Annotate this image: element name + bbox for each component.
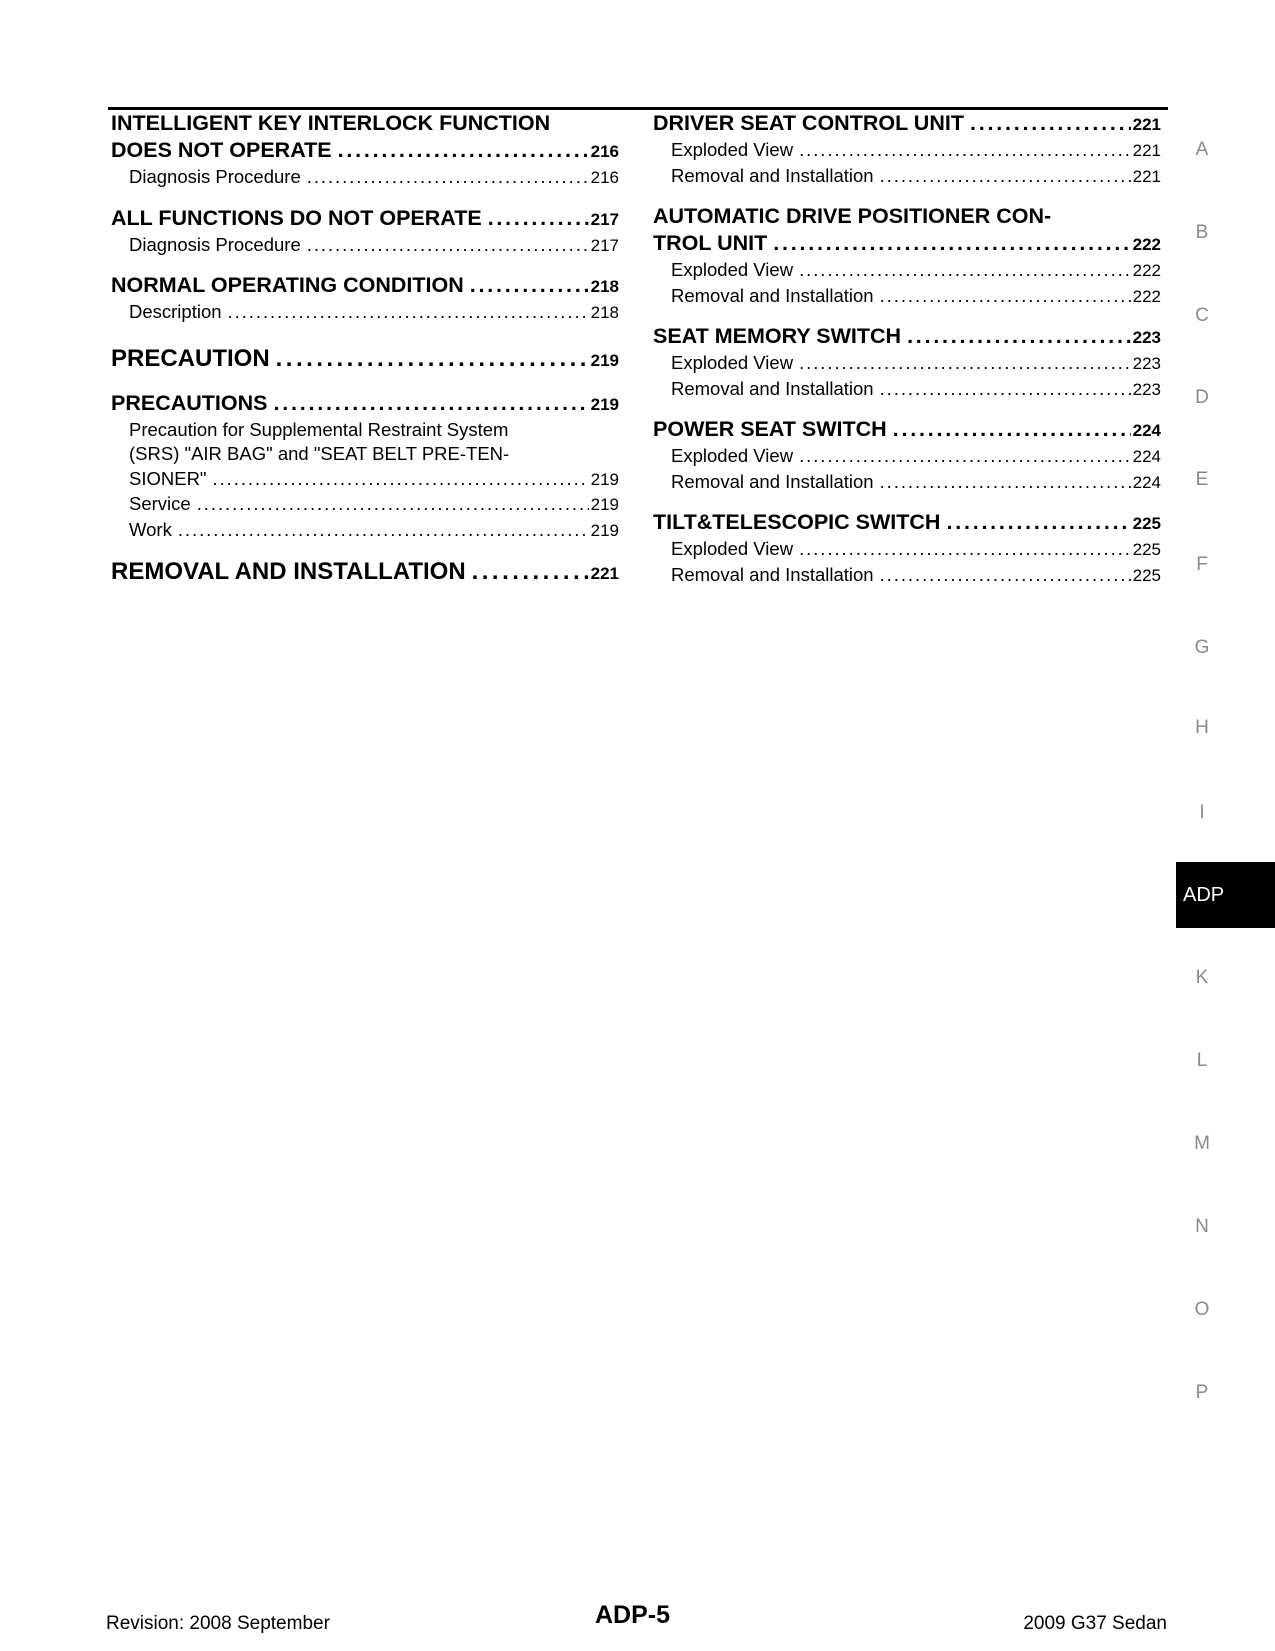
toc-heading-title: PRECAUTIONS <box>111 390 268 415</box>
dot-leader <box>880 563 1131 588</box>
toc-subentry-title: Diagnosis Procedure <box>129 166 301 187</box>
toc-subentry[interactable] <box>111 492 619 518</box>
toc-subentry-title: Work <box>129 518 172 540</box>
toc-subentry[interactable] <box>111 467 619 493</box>
toc-heading-title: PRECAUTION <box>111 344 270 372</box>
toc-page-number: 223 <box>1132 379 1161 399</box>
toc-subentry-line: Precaution for Supplemental Restraint System <box>129 418 509 440</box>
toc-page-number: 217 <box>590 235 619 255</box>
dot-leader <box>472 557 589 587</box>
toc-section <box>653 416 1161 495</box>
toc-subentry-title: Exploded View <box>671 139 794 160</box>
dot-leader <box>893 416 1131 443</box>
toc-heading[interactable] <box>653 323 1161 351</box>
toc-page-number: 219 <box>590 520 619 540</box>
dot-leader <box>488 205 589 232</box>
toc-subentry-title: Removal and Installation <box>671 377 874 399</box>
section-tab-n[interactable]: N <box>1195 1216 1209 1237</box>
dot-leader <box>799 537 1131 562</box>
dot-leader <box>197 492 589 517</box>
toc-subentry[interactable] <box>653 351 1161 377</box>
toc-heading-title: ALL FUNCTIONS DO NOT OPERATE <box>111 205 482 230</box>
toc-subentry-title: SIONER" <box>129 467 207 489</box>
toc-right-column <box>653 110 1161 588</box>
footer-revision: Revision: 2008 September <box>106 1613 330 1634</box>
toc-page-number: 222 <box>1132 235 1161 254</box>
toc-heading[interactable] <box>653 509 1161 537</box>
toc-page-number: 221 <box>1132 115 1161 134</box>
toc-heading-line: AUTOMATIC DRIVE POSITIONER CON- <box>653 204 1052 228</box>
dot-leader <box>880 284 1131 309</box>
toc-page-number: 225 <box>1132 514 1161 533</box>
toc-page-number: 224 <box>1132 421 1161 440</box>
toc-subentry[interactable] <box>653 444 1161 470</box>
dot-leader <box>276 344 589 374</box>
toc-subentry[interactable] <box>111 300 619 326</box>
toc-section <box>111 205 619 259</box>
toc-page-number: 221 <box>1132 141 1161 160</box>
dot-leader <box>880 164 1131 189</box>
section-tab-p[interactable]: P <box>1195 1382 1209 1403</box>
toc-page-number: 224 <box>1132 447 1161 466</box>
toc-subentry[interactable] <box>653 563 1161 589</box>
toc-subentry-title: Service <box>129 493 191 514</box>
toc-heading-title: REMOVAL AND INSTALLATION <box>111 558 466 585</box>
toc-heading[interactable] <box>653 416 1161 444</box>
dot-leader <box>799 351 1131 376</box>
toc-subentry[interactable] <box>653 470 1161 496</box>
toc-page-number: 219 <box>590 495 619 514</box>
section-tab-b[interactable]: B <box>1195 222 1209 243</box>
toc-section <box>111 272 619 326</box>
dot-leader <box>307 233 589 258</box>
section-tab-c[interactable]: C <box>1195 305 1209 326</box>
toc-subentry-title: Diagnosis Procedure <box>129 233 301 255</box>
toc-heading[interactable] <box>111 272 619 300</box>
toc-heading-title: DRIVER SEAT CONTROL UNIT <box>653 111 964 135</box>
toc-page-number: 224 <box>1132 472 1161 492</box>
toc-section <box>111 557 619 589</box>
toc-subentry-title: Exploded View <box>671 445 794 466</box>
dot-leader <box>213 467 589 492</box>
toc-heading-title: NORMAL OPERATING CONDITION <box>111 273 464 297</box>
section-tab-i[interactable]: I <box>1199 802 1205 823</box>
toc-heading-title: SEAT MEMORY SWITCH <box>653 324 902 348</box>
toc-section <box>111 110 619 191</box>
toc-page-number: 216 <box>590 168 619 187</box>
section-tab-e[interactable]: E <box>1195 469 1209 490</box>
toc-heading[interactable] <box>653 230 1161 258</box>
toc-heading[interactable] <box>653 110 1161 138</box>
toc-page-number: 217 <box>590 209 619 229</box>
toc-subentry[interactable] <box>653 377 1161 403</box>
toc-heading-title: TILT&TELESCOPIC SWITCH <box>653 510 941 534</box>
toc-subentry-title: Description <box>129 301 222 322</box>
toc-subentry[interactable] <box>653 164 1161 190</box>
dot-leader <box>946 509 1130 536</box>
toc-section <box>653 323 1161 402</box>
toc-heading[interactable] <box>111 205 619 233</box>
toc-page-number: 222 <box>1132 286 1161 306</box>
dot-leader <box>773 230 1130 257</box>
section-tab-d[interactable]: D <box>1195 387 1209 408</box>
section-tab-o[interactable]: O <box>1194 1299 1210 1320</box>
toc-section <box>653 203 1161 309</box>
toc-page-number: 225 <box>1132 540 1161 559</box>
toc-page-number: 221 <box>590 564 619 583</box>
toc-subentry-title: Exploded View <box>671 259 794 280</box>
toc-page-number: 223 <box>1132 354 1161 373</box>
toc-heading[interactable] <box>111 390 619 418</box>
section-tab-a[interactable]: A <box>1195 139 1209 160</box>
section-tab-adp-active[interactable]: ADP <box>1176 862 1275 928</box>
dot-leader <box>970 110 1131 137</box>
toc-subentry-title: Removal and Installation <box>671 563 874 585</box>
toc-subentry[interactable] <box>653 258 1161 284</box>
toc-subentry-title: Exploded View <box>671 352 794 373</box>
toc-page-number: 219 <box>590 350 619 370</box>
toc-section <box>653 509 1161 588</box>
toc-heading[interactable] <box>111 557 619 589</box>
toc-subentry-title: Removal and Installation <box>671 470 874 492</box>
section-tab-l[interactable]: L <box>1196 1050 1208 1071</box>
toc-page-number: 222 <box>1132 261 1161 280</box>
toc-subentry[interactable] <box>111 165 619 191</box>
dot-leader <box>799 444 1131 469</box>
toc-page-number: 216 <box>590 142 619 161</box>
toc-page-number: 221 <box>1132 166 1161 186</box>
dot-leader <box>799 138 1131 163</box>
dot-leader <box>178 518 589 543</box>
section-tab-k[interactable]: K <box>1195 967 1209 988</box>
dot-leader <box>907 323 1131 350</box>
toc-section <box>111 344 619 376</box>
dot-leader <box>228 300 589 325</box>
toc-heading[interactable] <box>111 344 619 376</box>
section-tab-h[interactable]: H <box>1195 717 1209 738</box>
toc-left-column <box>111 110 619 589</box>
toc-page-number: 219 <box>590 394 619 414</box>
toc-heading[interactable] <box>111 137 619 165</box>
toc-subentry-line: (SRS) "AIR BAG" and "SEAT BELT PRE-TEN- <box>129 443 510 464</box>
toc-subentry[interactable] <box>653 138 1161 164</box>
dot-leader <box>307 165 589 190</box>
toc-page-number: 218 <box>590 303 619 322</box>
toc-section <box>653 110 1161 189</box>
dot-leader <box>880 377 1131 402</box>
toc-heading-title: TROL UNIT <box>653 231 768 255</box>
toc-page-number: 218 <box>590 277 619 296</box>
toc-subentry[interactable] <box>653 284 1161 310</box>
toc-heading-line: INTELLIGENT KEY INTERLOCK FUNCTION <box>111 111 551 135</box>
section-tab-f[interactable]: F <box>1196 554 1208 575</box>
toc-subentry-title: Exploded View <box>671 538 794 559</box>
toc-page-number: 223 <box>1132 328 1161 347</box>
toc-page-number: 225 <box>1132 565 1161 585</box>
dot-leader <box>799 258 1131 283</box>
footer-model: 2009 G37 Sedan <box>1023 1613 1167 1634</box>
section-tab-g[interactable]: G <box>1194 637 1210 658</box>
toc-subentry[interactable] <box>111 233 619 259</box>
toc-page-number: 219 <box>590 469 619 489</box>
toc-heading-title: POWER SEAT SWITCH <box>653 417 887 441</box>
toc-subentry[interactable] <box>111 518 619 544</box>
toc-heading-title: DOES NOT OPERATE <box>111 138 332 162</box>
footer-page-id: ADP-5 <box>595 1601 671 1629</box>
toc-subentry[interactable] <box>653 537 1161 563</box>
dot-leader <box>338 137 589 164</box>
section-tab-m[interactable]: M <box>1194 1133 1210 1154</box>
toc-section <box>111 390 619 544</box>
toc-subentry-title: Removal and Installation <box>671 164 874 186</box>
dot-leader <box>880 470 1131 495</box>
toc-subentry-title: Removal and Installation <box>671 284 874 306</box>
dot-leader <box>470 272 589 299</box>
dot-leader <box>273 390 588 417</box>
